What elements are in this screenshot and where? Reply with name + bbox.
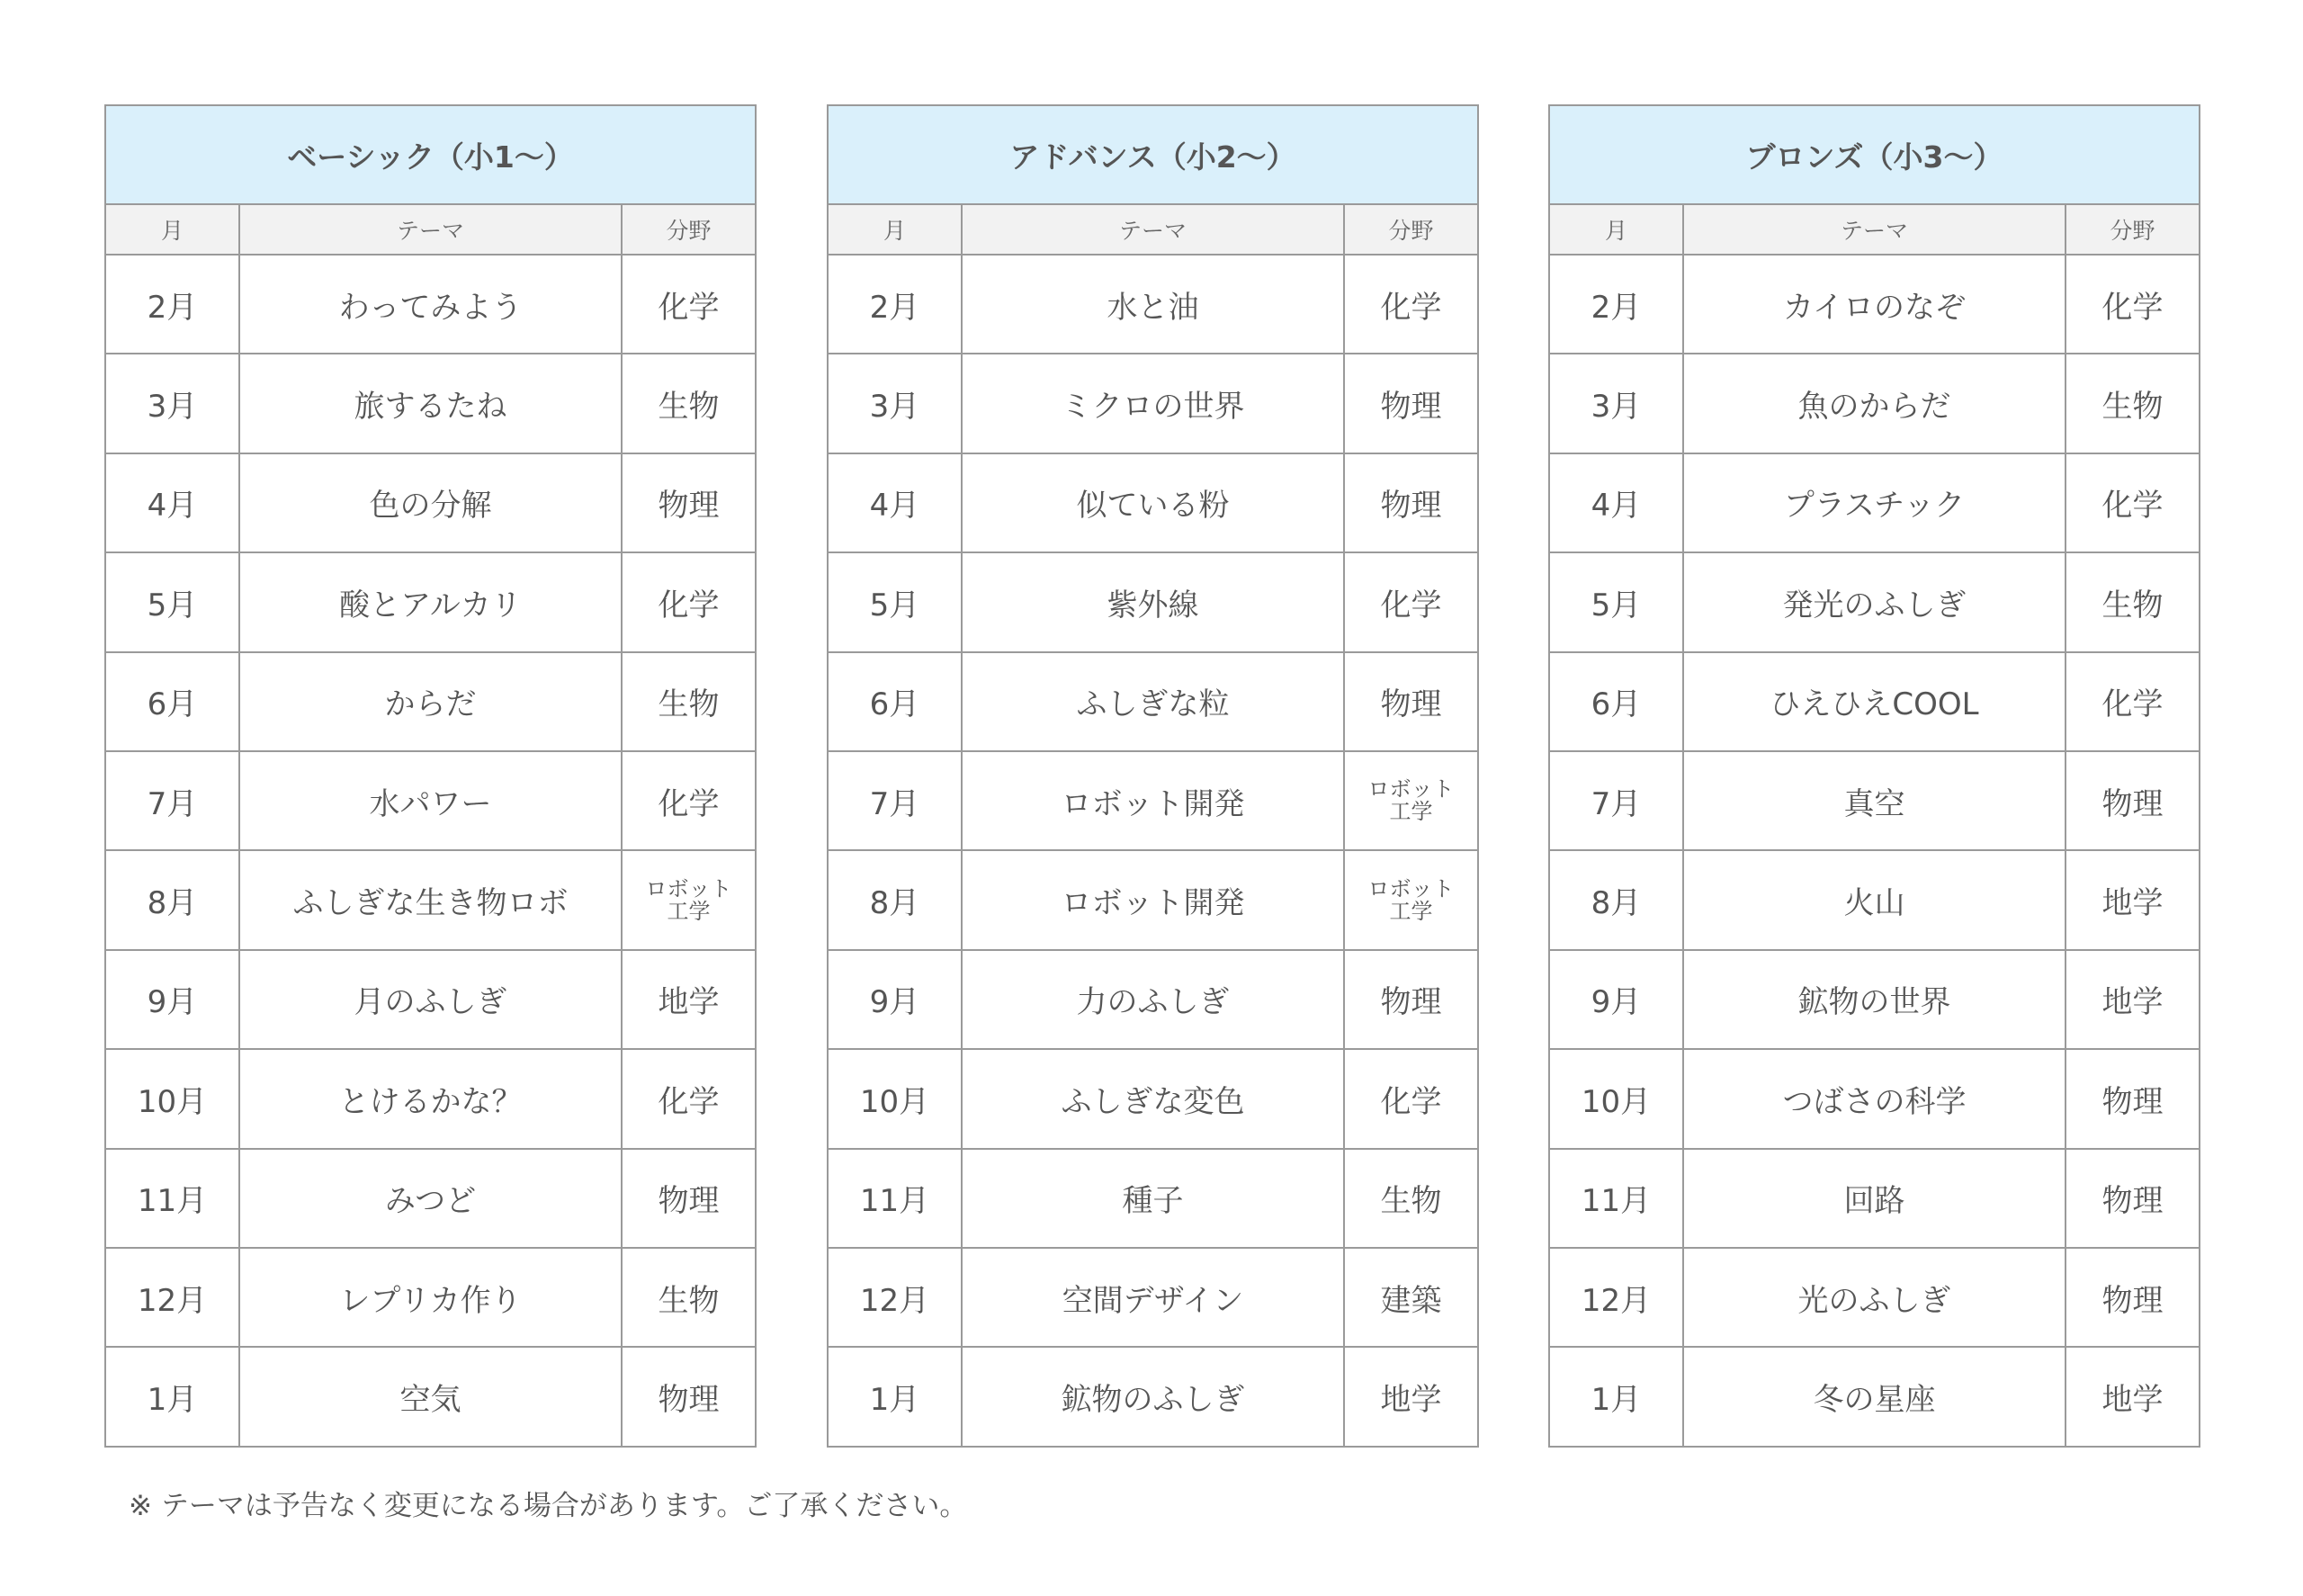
table-row [828, 1347, 1478, 1446]
month-cell: 8月 [828, 850, 962, 949]
field-label-line1: ロボット [1367, 875, 1455, 901]
field-cell: 地学 [2066, 1347, 2200, 1446]
month-cell: 12月 [828, 1248, 962, 1347]
table-row [105, 1049, 756, 1148]
month-cell: 4月 [828, 453, 962, 552]
month-cell: 10月 [828, 1049, 962, 1148]
theme-column-header: テーマ [1683, 204, 2066, 255]
column-header-row [828, 204, 1478, 255]
theme-cell: 回路 [1683, 1149, 2066, 1248]
field-cell: 物理 [2066, 1248, 2200, 1347]
theme-cell: わってみよう [239, 255, 622, 354]
table-row [1549, 1049, 2200, 1148]
month-cell: 3月 [828, 354, 962, 453]
month-cell: 2月 [828, 255, 962, 354]
field-cell: 生物 [622, 1248, 756, 1347]
theme-cell: 鉱物の世界 [1683, 950, 2066, 1049]
field-label-line2: 工学 [1389, 898, 1433, 924]
field-cell: 化学 [1344, 552, 1478, 651]
field-cell: 化学 [622, 552, 756, 651]
table-title: アドバンス（小2〜） [828, 105, 1478, 204]
table-row [828, 354, 1478, 453]
month-column-header: 月 [105, 204, 239, 255]
theme-cell: 力のふしぎ [962, 950, 1344, 1049]
table-row [1549, 950, 2200, 1049]
table-title: ブロンズ（小3〜） [1549, 105, 2200, 204]
field-label-line2: 工学 [667, 898, 711, 924]
month-cell: 4月 [1549, 453, 1683, 552]
field-cell: 化学 [2066, 652, 2200, 751]
month-cell: 4月 [105, 453, 239, 552]
table-row [105, 354, 756, 453]
month-cell: 1月 [828, 1347, 962, 1446]
month-cell: 6月 [105, 652, 239, 751]
theme-cell: 似ている粉 [962, 453, 1344, 552]
column-header-row [1549, 204, 2200, 255]
field-cell [1344, 751, 1478, 850]
table-row [1549, 354, 2200, 453]
field-column-header: 分野 [1344, 204, 1478, 255]
table-row [105, 652, 756, 751]
table-row [828, 1149, 1478, 1248]
table-row [105, 950, 756, 1049]
basic-course-table [104, 104, 757, 1448]
table-row [1549, 652, 2200, 751]
field-cell: 生物 [622, 354, 756, 453]
table-row [1549, 1248, 2200, 1347]
table-row [105, 453, 756, 552]
theme-cell: 真空 [1683, 751, 2066, 850]
table-row [1549, 1149, 2200, 1248]
field-cell: 生物 [2066, 354, 2200, 453]
table-row [828, 652, 1478, 751]
column-header-row [105, 204, 756, 255]
table-row [105, 1347, 756, 1446]
theme-cell: 色の分解 [239, 453, 622, 552]
table-row [828, 1049, 1478, 1148]
month-cell: 9月 [105, 950, 239, 1049]
field-cell: 化学 [622, 751, 756, 850]
field-cell: 化学 [2066, 453, 2200, 552]
table-row [105, 751, 756, 850]
month-cell: 8月 [105, 850, 239, 949]
field-cell: 化学 [1344, 1049, 1478, 1148]
table-title: ベーシック（小1〜） [105, 105, 756, 204]
field-cell: 化学 [1344, 255, 1478, 354]
field-cell: 物理 [622, 453, 756, 552]
table-row [828, 255, 1478, 354]
field-cell: 地学 [622, 950, 756, 1049]
field-cell: 物理 [1344, 652, 1478, 751]
theme-cell: 月のふしぎ [239, 950, 622, 1049]
month-cell: 5月 [105, 552, 239, 651]
theme-cell: 紫外線 [962, 552, 1344, 651]
field-cell: 物理 [1344, 453, 1478, 552]
theme-column-header: テーマ [239, 204, 622, 255]
field-column-header: 分野 [622, 204, 756, 255]
field-cell: 地学 [2066, 950, 2200, 1049]
theme-cell: ミクロの世界 [962, 354, 1344, 453]
table-row [105, 255, 756, 354]
month-cell: 1月 [1549, 1347, 1683, 1446]
table-row [105, 552, 756, 651]
table-row [1549, 1347, 2200, 1446]
month-cell: 7月 [828, 751, 962, 850]
field-cell: 物理 [1344, 950, 1478, 1049]
theme-cell: 酸とアルカリ [239, 552, 622, 651]
month-cell: 5月 [1549, 552, 1683, 651]
theme-column-header: テーマ [962, 204, 1344, 255]
field-cell: 化学 [622, 255, 756, 354]
field-label-line2: 工学 [1389, 799, 1433, 825]
month-cell: 6月 [1549, 652, 1683, 751]
month-column-header: 月 [828, 204, 962, 255]
theme-cell: みつど [239, 1149, 622, 1248]
month-cell: 3月 [1549, 354, 1683, 453]
field-cell: 化学 [622, 1049, 756, 1148]
table-row [828, 1248, 1478, 1347]
theme-cell: 光のふしぎ [1683, 1248, 2066, 1347]
month-cell: 11月 [105, 1149, 239, 1248]
field-cell: 建築 [1344, 1248, 1478, 1347]
month-cell: 2月 [1549, 255, 1683, 354]
theme-cell: ふしぎな粒 [962, 652, 1344, 751]
field-cell [622, 850, 756, 949]
table-title-row [828, 105, 1478, 204]
theme-cell: 魚のからだ [1683, 354, 2066, 453]
month-cell: 8月 [1549, 850, 1683, 949]
field-column-header: 分野 [2066, 204, 2200, 255]
table-row [105, 1149, 756, 1248]
table-row [828, 453, 1478, 552]
table-title-row [105, 105, 756, 204]
theme-cell: 火山 [1683, 850, 2066, 949]
theme-cell: ロボット開発 [962, 751, 1344, 850]
month-cell: 6月 [828, 652, 962, 751]
field-label-line1: ロボット [1367, 776, 1455, 802]
table-row [1549, 552, 2200, 651]
theme-cell: とけるかな？ [239, 1049, 622, 1148]
field-cell: 物理 [1344, 354, 1478, 453]
advance-course-table [827, 104, 1479, 1448]
theme-cell: 種子 [962, 1149, 1344, 1248]
field-cell [1344, 850, 1478, 949]
table-row [828, 751, 1478, 850]
month-cell: 7月 [105, 751, 239, 850]
table-row [828, 552, 1478, 651]
theme-cell: 水と油 [962, 255, 1344, 354]
theme-cell: 空気 [239, 1347, 622, 1446]
month-cell: 5月 [828, 552, 962, 651]
month-cell: 12月 [105, 1248, 239, 1347]
table-row [1549, 453, 2200, 552]
field-cell: 化学 [2066, 255, 2200, 354]
theme-cell: つばさの科学 [1683, 1049, 2066, 1148]
month-cell: 11月 [828, 1149, 962, 1248]
theme-cell: プラスチック [1683, 453, 2066, 552]
month-cell: 10月 [105, 1049, 239, 1148]
field-cell: 物理 [2066, 751, 2200, 850]
field-cell: 物理 [622, 1347, 756, 1446]
field-cell: 物理 [2066, 1049, 2200, 1148]
month-cell: 1月 [105, 1347, 239, 1446]
field-cell: 地学 [2066, 850, 2200, 949]
field-cell: 生物 [1344, 1149, 1478, 1248]
theme-cell: 冬の星座 [1683, 1347, 2066, 1446]
theme-cell: ロボット開発 [962, 850, 1344, 949]
table-row [1549, 850, 2200, 949]
month-column-header: 月 [1549, 204, 1683, 255]
month-cell: 11月 [1549, 1149, 1683, 1248]
theme-cell: 鉱物のふしぎ [962, 1347, 1344, 1446]
field-label-line1: ロボット [645, 875, 732, 901]
theme-cell: ひえひえCOOL [1683, 652, 2066, 751]
field-cell: 地学 [1344, 1347, 1478, 1446]
table-row [105, 1248, 756, 1347]
table-row [828, 950, 1478, 1049]
theme-cell: からだ [239, 652, 622, 751]
footnote: ※ テーマは予告なく変更になる場合があります。ご了承ください。 [129, 1490, 968, 1522]
month-cell: 9月 [828, 950, 962, 1049]
theme-cell: ふしぎな変色 [962, 1049, 1344, 1148]
table-row [105, 850, 756, 949]
theme-cell: 旅するたね [239, 354, 622, 453]
theme-cell: 発光のふしぎ [1683, 552, 2066, 651]
bronze-course-table [1548, 104, 2200, 1448]
table-row [1549, 255, 2200, 354]
month-cell: 9月 [1549, 950, 1683, 1049]
theme-cell: 水パワー [239, 751, 622, 850]
table-title-row [1549, 105, 2200, 204]
field-cell: 生物 [2066, 552, 2200, 651]
field-cell: 物理 [622, 1149, 756, 1248]
month-cell: 12月 [1549, 1248, 1683, 1347]
table-row [1549, 751, 2200, 850]
field-cell: 生物 [622, 652, 756, 751]
month-cell: 2月 [105, 255, 239, 354]
month-cell: 3月 [105, 354, 239, 453]
theme-cell: ふしぎな生き物ロボ [239, 850, 622, 949]
theme-cell: 空間デザイン [962, 1248, 1344, 1347]
month-cell: 10月 [1549, 1049, 1683, 1148]
theme-cell: レプリカ作り [239, 1248, 622, 1347]
field-cell: 物理 [2066, 1149, 2200, 1248]
table-row [828, 850, 1478, 949]
month-cell: 7月 [1549, 751, 1683, 850]
theme-cell: カイロのなぞ [1683, 255, 2066, 354]
